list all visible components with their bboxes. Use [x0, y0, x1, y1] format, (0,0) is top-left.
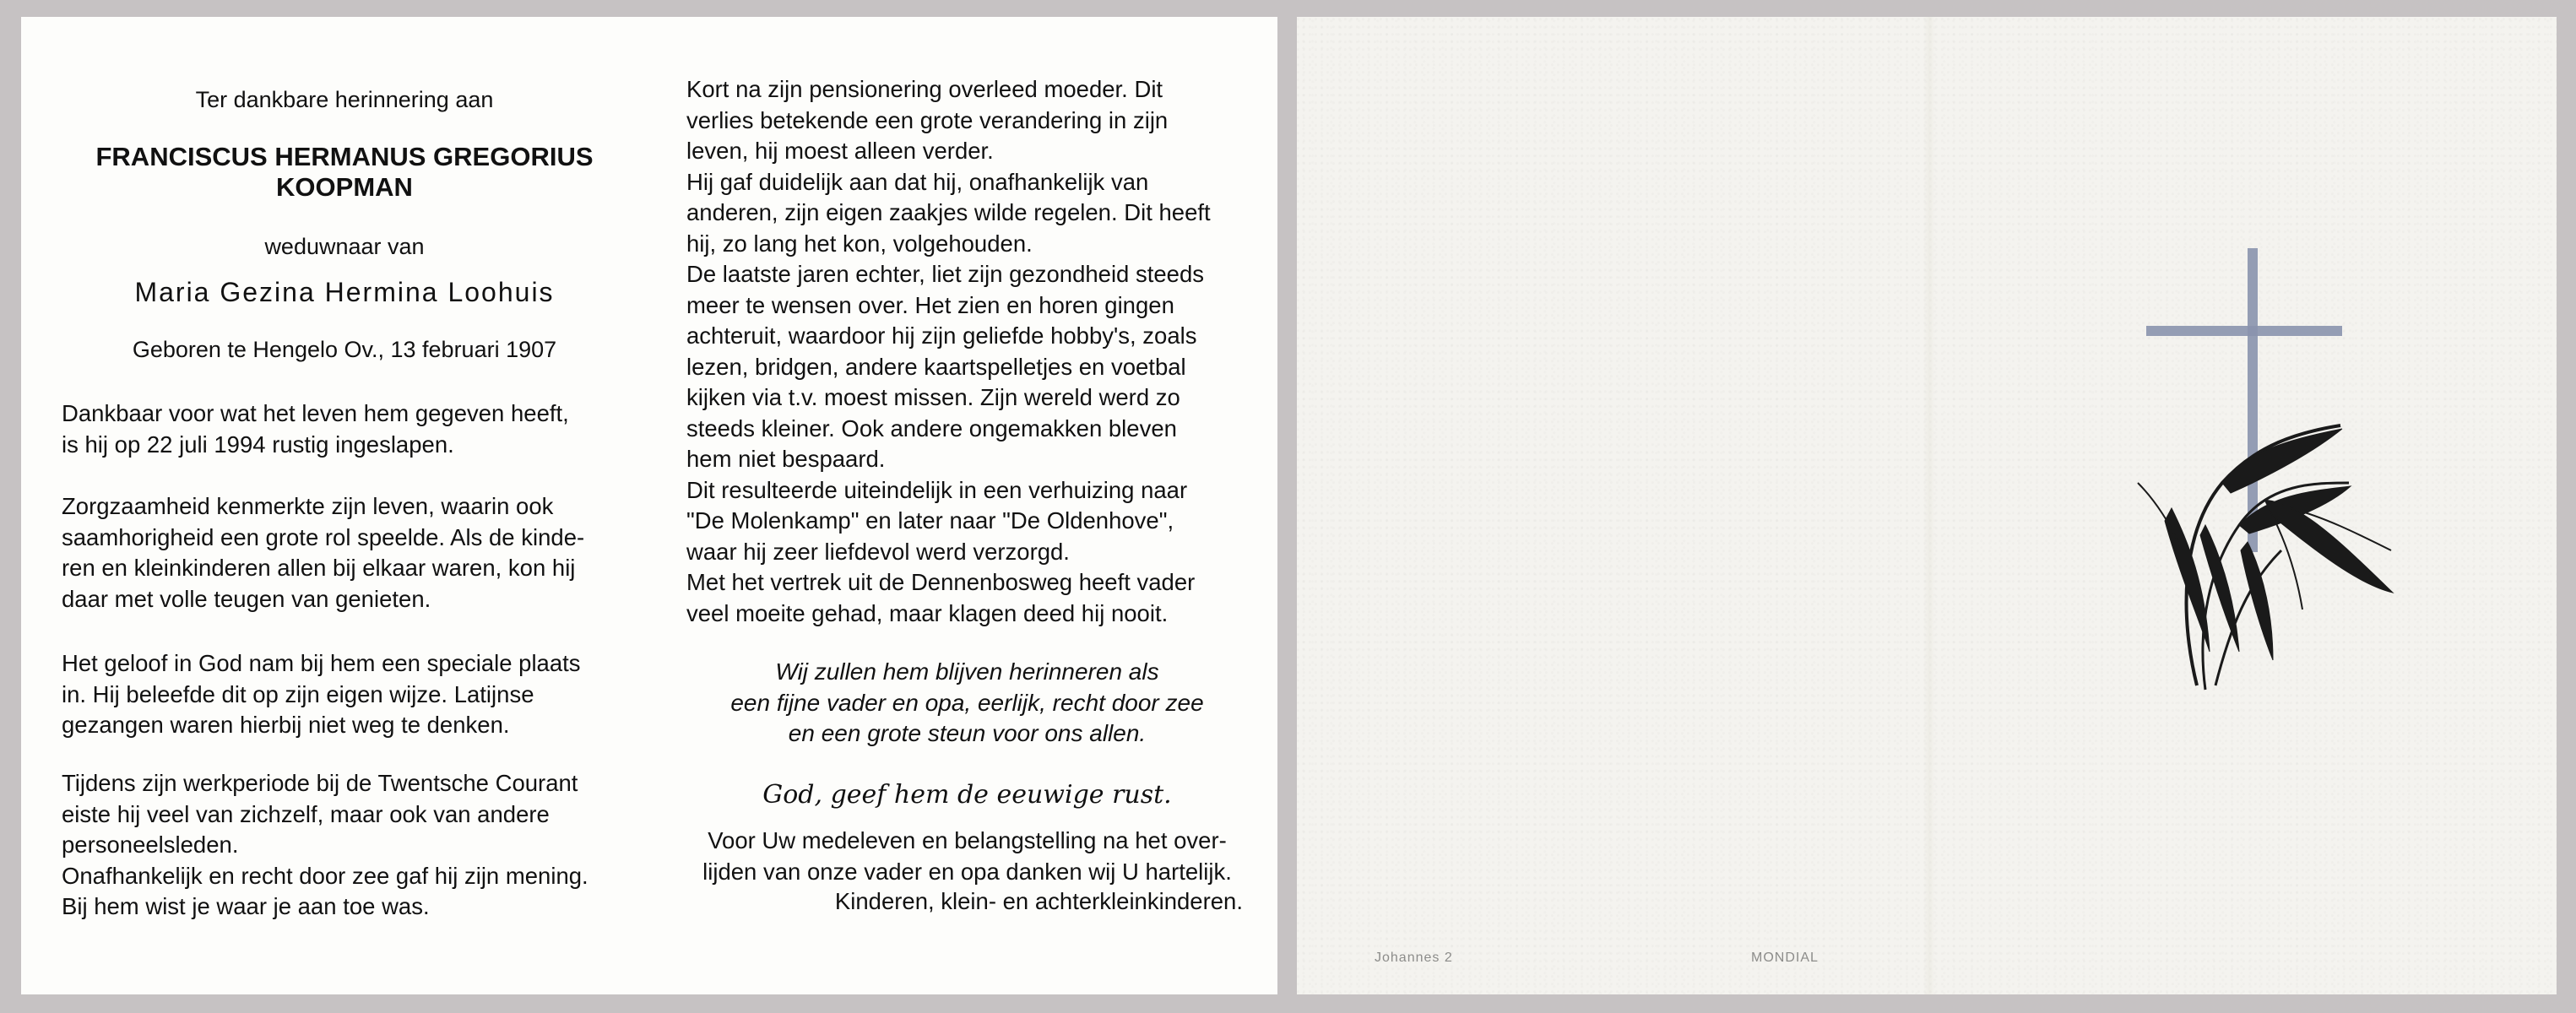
text-line: Kort na zijn pensionering overleed moeder. Dit — [686, 76, 1163, 102]
poem-line: Wij zullen hem blijven herinneren als — [775, 658, 1159, 685]
text-line: veel moeite gehad, maar klagen deed hij nooit. — [686, 599, 1169, 626]
cross-horizontal — [2146, 326, 2342, 336]
wife-name: Maria Gezina Hermina Loohuis — [134, 277, 555, 307]
text-line: is hij op 22 juli 1994 rustig ingeslapen. — [62, 431, 454, 458]
text-line: Bij hem wist je waar je aan toe was. — [62, 893, 430, 919]
text-line: Zorgzaamheid kenmerkte zijn leven, waarin ook — [62, 493, 554, 519]
text-line: verlies betekende een grote verandering in zijn — [686, 106, 1169, 133]
text-line: hem niet bespaard. — [686, 446, 886, 472]
text-line: Tijdens zijn werkperiode bij de Twentsche Courant — [62, 770, 578, 796]
text-line: leven, hij moest alleen verder. — [686, 138, 994, 164]
text-line: ren en kleinkinderen allen bij elkaar waren, kon hij — [62, 555, 576, 581]
name-line-1: FRANCISCUS HERMANUS GREGORIUS — [95, 142, 594, 171]
memorial-poem — [686, 657, 1248, 750]
deceased-name — [62, 142, 627, 203]
memorial-card-outside — [1297, 17, 2557, 994]
text-line: De laatste jaren echter, liet zijn gezondheid steeds — [686, 261, 1205, 287]
text-line: Dankbaar voor wat het leven hem gegeven heeft, — [62, 400, 569, 426]
imprint-brand: MONDIAL — [1751, 951, 1819, 965]
prayer: God, geef hem de eeuwige rust. — [762, 780, 1172, 810]
text-line: gezangen waren hierbij niet weg te denken. — [62, 712, 510, 738]
text-line: personeelsleden. — [62, 832, 239, 858]
text-line: Met het vertrek uit de Dennenbosweg heeft vader — [686, 569, 1196, 595]
text-line: steeds kleiner. Ook andere ongemakken bleven — [686, 414, 1177, 441]
text-line: lezen, bridgen, andere kaartspelletjes en voetbal — [686, 353, 1186, 380]
poem-line: en een grote steun voor ons allen. — [788, 720, 1147, 746]
paragraph-passing — [62, 398, 627, 460]
text-line: saamhorigheid een grote rol speelde. Als de kinde- — [62, 523, 585, 550]
cross-with-wheat-icon — [2121, 230, 2408, 711]
text-line: anderen, zijn eigen zaakjes wilde regelen. Dit heeft — [686, 199, 1211, 225]
text-line: "De Molenkamp" en later naar "De Oldenhove", — [686, 507, 1174, 534]
text-line: hij, zo lang het kon, volgehouden. — [686, 230, 1033, 257]
card-fold — [1923, 17, 1935, 994]
wheat-ears — [2138, 425, 2393, 690]
memorial-card-inside — [21, 17, 1277, 994]
text-line: waar hij zeer liefdevol werd verzorgd. — [686, 538, 1070, 565]
family-signature: Kinderen, klein- en achterkleinkinderen. — [834, 888, 1243, 914]
text-line: kijken via t.v. moest missen. Zijn wereld werd zo — [686, 384, 1180, 410]
text-line: Hij gaf duidelijk aan dat hij, onafhankelijk van — [686, 168, 1149, 195]
paragraph-later-life — [686, 74, 1248, 629]
thanks-line: Voor Uw medeleven en belangstelling na het over- — [708, 827, 1227, 853]
paragraph-family — [62, 491, 627, 615]
widower-of: weduwnaar van — [264, 234, 425, 259]
text-line: daar met volle teugen van genieten. — [62, 585, 431, 612]
birth-info: Geboren te Hengelo Ov., 13 februari 1907 — [132, 337, 557, 362]
dedication: Ter dankbare herinnering aan — [195, 87, 494, 112]
paragraph-faith — [62, 648, 627, 741]
imprint-design-code: Johannes 2 — [1375, 951, 1453, 965]
paragraph-work — [62, 768, 627, 923]
thanks-line: lijden van onze vader en opa danken wij U hartelijk. — [702, 858, 1232, 885]
thanks-note — [686, 826, 1248, 887]
text-line: Onafhankelijk en recht door zee gaf hij zijn mening. — [62, 862, 588, 889]
name-line-2: KOOPMAN — [276, 172, 413, 202]
text-line: in. Hij beleefde dit op zijn eigen wijze. Latijnse — [62, 680, 534, 707]
text-line: Het geloof in God nam bij hem een speciale plaats — [62, 650, 581, 676]
poem-line: een fijne vader en opa, eerlijk, recht door zee — [730, 689, 1204, 716]
text-line: Dit resulteerde uiteindelijk in een verhuizing naar — [686, 476, 1188, 503]
text-line: achteruit, waardoor hij zijn geliefde hobby's, zoals — [686, 322, 1197, 349]
text-line: eiste hij veel van zichzelf, maar ook van andere — [62, 800, 550, 827]
text-line: meer te wensen over. Het zien en horen gingen — [686, 291, 1174, 318]
